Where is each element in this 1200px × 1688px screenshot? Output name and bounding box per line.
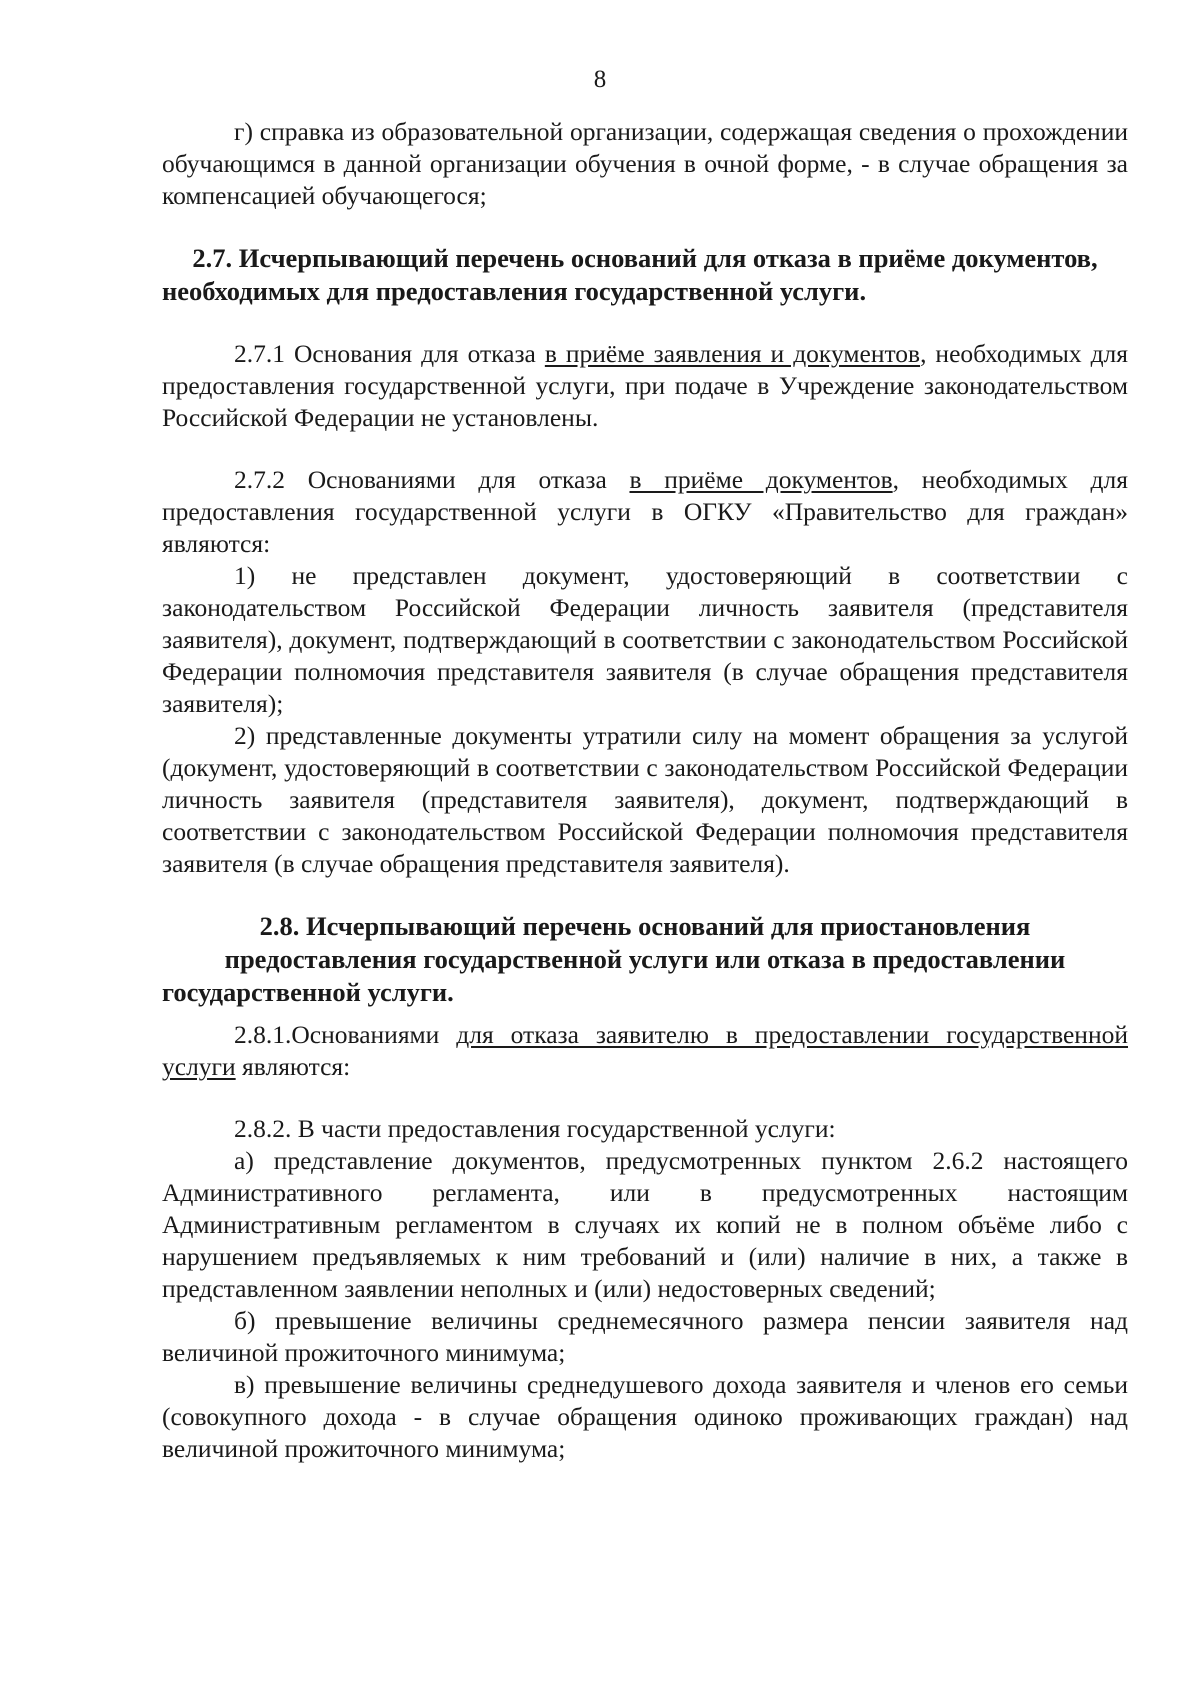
list-item-a: а) представление документов, предусмотренных пунктом 2.6.2 настоящего Административного регламента, или в предусмотренных настоящим Административным регламентом в случаях их копий не в полном объёме либо с нарушением предъявляемых к ним требований и (или) наличие в них, а также в представленном заявлении неполных и (или) недостоверных сведений;	[162, 1146, 1128, 1303]
paragraph-2-7-1	[162, 338, 1128, 434]
paragraph-2-7-2	[162, 464, 1128, 560]
list-item-2: 2) представленные документы утратили силу на момент обращения за услугой (документ, удостоверяющий в соответствии с законодательством Российской Федерации личность заявителя (представителя заявителя), документ, подтверждающий в соответствии с законодательством Российской Федерации полномочия представителя заявителя (в случае обращения представителя заявителя).	[162, 721, 1128, 878]
paragraph-2-8-2: 2.8.2. В части предоставления государственной услуги:	[234, 1114, 836, 1143]
section-2-7-heading: 2.7. Исчерпывающий перечень оснований для отказа в приёме документов, необходимых для предоставления государственной услуги.	[162, 243, 1098, 306]
list-item-1: 1) не представлен документ, удостоверяющий в соответствии с законодательством Российской Федерации личность заявителя (представителя заявителя), документ, подтверждающий в соответствии с законодательством Российской Федерации полномочия представителя заявителя (в случае обращения представителя заявителя);	[162, 561, 1128, 718]
p281-prefix: 2.8.1.Основаниями	[234, 1020, 457, 1049]
p272-suffix: , необходимых для предоставления государственной услуги в ОГКУ «Правительство для граждан» являются:	[162, 465, 1128, 558]
document-body	[162, 116, 1128, 1465]
item-g: г) справка из образовательной организации, содержащая сведения о прохождении обучающимся в данной организации обучения в очной форме, - в случае обращения за компенсацией обучающегося;	[162, 117, 1128, 210]
p272-prefix: 2.7.2 Основаниями для отказа	[234, 465, 630, 494]
section-2-8-heading: 2.8. Исчерпывающий перечень оснований для приостановления предоставления государственной услуги или отказа в предоставлении государственной услуги.	[162, 911, 1066, 1007]
p281-suffix: являются:	[235, 1052, 351, 1081]
list-item-b: б) превышение величины среднемесячного размера пенсии заявителя над величиной прожиточного минимума;	[162, 1306, 1128, 1367]
p271-underlined: в приёме заявления и документов	[544, 339, 921, 368]
paragraph-2-8-1	[162, 1019, 1128, 1083]
p272-underlined: в приёме документов	[629, 465, 893, 494]
page-number: 8	[593, 66, 607, 93]
p281-underlined: для отказа заявителю в предоставлении государственной услуги	[162, 1020, 1128, 1081]
p271-prefix: 2.7.1 Основания для отказа	[234, 339, 545, 368]
p271-suffix: , необходимых для предоставления государственной услуги, при подаче в Учреждение законодательством Российской Федерации не установлены.	[162, 339, 1128, 432]
list-item-v: в) превышение величины среднедушевого дохода заявителя и членов его семьи (совокупного дохода - в случае обращения одиноко проживающих граждан) над величиной прожиточного минимума;	[162, 1370, 1128, 1463]
